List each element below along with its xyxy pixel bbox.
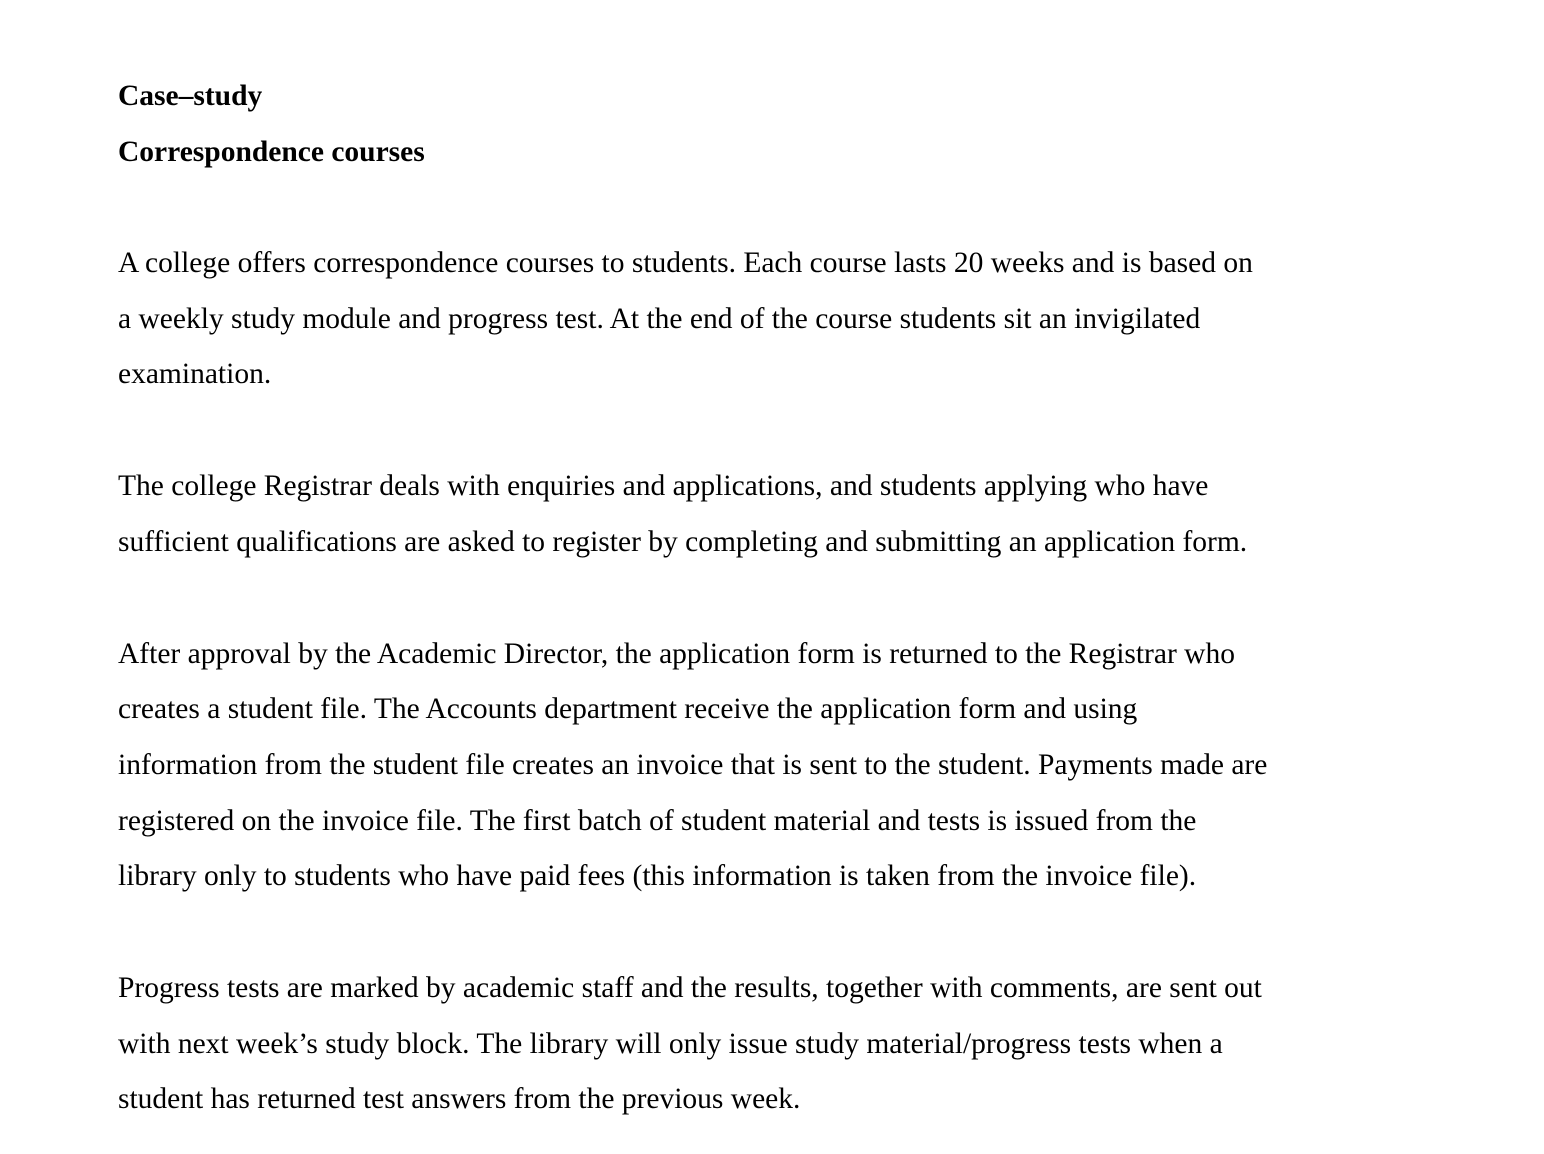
spacer	[118, 571, 1408, 627]
text-line: sufficient qualifications are asked to register by completing and submitting an application form.	[118, 525, 1248, 558]
text-line: examination.	[118, 358, 272, 391]
text-line: student has returned test answers from the previous week.	[118, 1083, 801, 1116]
paragraph-registrar	[118, 459, 1408, 570]
spacer	[118, 905, 1408, 961]
text-line: registered on the invoice file. The first batch of student material and tests is issued from the	[118, 804, 1197, 837]
document-title: Case–study	[118, 80, 263, 112]
paragraph-course-overview	[118, 236, 1408, 403]
text-line: After approval by the Academic Director, the application form is returned to the Registrar who	[118, 637, 1235, 670]
document-page	[118, 69, 1408, 1128]
spacer	[118, 180, 1408, 236]
text-line: library only to students who have paid fees (this information is taken from the invoice file).	[118, 860, 1197, 893]
text-line: creates a student file. The Accounts department receive the application form and using	[118, 693, 1138, 726]
text-line: with next week’s study block. The library will only issue study material/progress tests when a	[118, 1027, 1223, 1060]
text-line: The college Registrar deals with enquiries and applications, and students applying who have	[118, 470, 1209, 503]
text-line: a weekly study module and progress test. At the end of the course students sit an invigilated	[118, 302, 1201, 335]
text-line: Progress tests are marked by academic staff and the results, together with comments, are sent out	[118, 972, 1262, 1005]
paragraph-progress-tests	[118, 961, 1408, 1128]
paragraph-approval-accounts	[118, 627, 1408, 906]
spacer	[118, 403, 1408, 459]
document-subtitle: Correspondence courses	[118, 135, 425, 168]
text-line: information from the student file creates an invoice that is sent to the student. Payments made are	[118, 748, 1268, 781]
text-line: A college offers correspondence courses to students. Each course lasts 20 weeks and is based on	[118, 247, 1253, 279]
